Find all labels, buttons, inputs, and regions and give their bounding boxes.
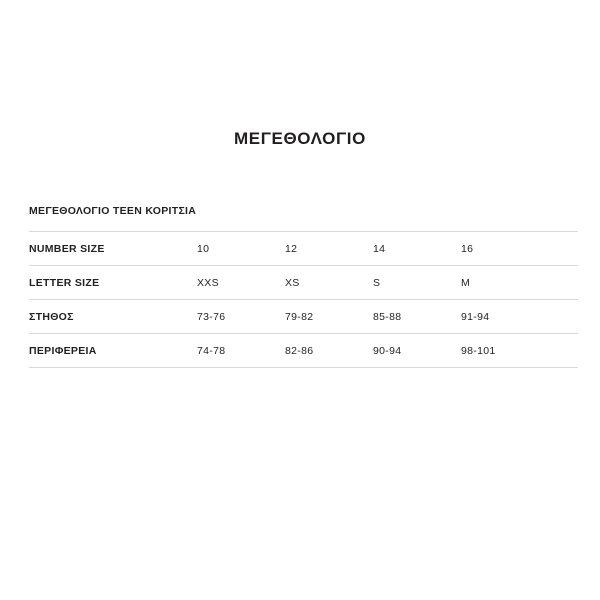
row-label-letter-size: LETTER SIZE xyxy=(29,276,100,289)
cell-chest-1: 73-76 xyxy=(197,310,226,323)
cell-number-size-1: 10 xyxy=(197,242,210,255)
cell-chest-2: 79-82 xyxy=(285,310,314,323)
cell-number-size-4: 16 xyxy=(461,242,474,255)
table-row xyxy=(29,266,578,300)
cell-hips-3: 90-94 xyxy=(373,344,402,357)
cell-chest-3: 85-88 xyxy=(373,310,402,323)
page-title: ΜΕΓΕΘΟΛΟΓΙΟ xyxy=(234,129,366,148)
table-row xyxy=(29,300,578,334)
size-chart xyxy=(29,205,578,368)
table-row xyxy=(29,334,578,368)
row-label-hips: ΠΕΡΙΦΕΡΕΙΑ xyxy=(29,344,97,357)
size-table xyxy=(29,231,578,368)
cell-letter-size-3: S xyxy=(373,276,381,289)
cell-number-size-2: 12 xyxy=(285,242,298,255)
cell-chest-4: 91-94 xyxy=(461,310,490,323)
row-label-chest: ΣΤΗΘΟΣ xyxy=(29,310,74,323)
cell-letter-size-2: XS xyxy=(285,276,300,289)
table-row xyxy=(29,232,578,266)
cell-hips-2: 82-86 xyxy=(285,344,314,357)
cell-hips-4: 98-101 xyxy=(461,344,496,357)
cell-hips-1: 74-78 xyxy=(197,344,226,357)
cell-number-size-3: 14 xyxy=(373,242,386,255)
size-chart-caption: ΜΕΓΕΘΟΛΟΓΙΟ TEEN ΚΟΡΙΤΣΙΑ xyxy=(29,205,197,217)
cell-letter-size-1: XXS xyxy=(197,276,219,289)
row-label-number-size: NUMBER SIZE xyxy=(29,242,105,255)
cell-letter-size-4: M xyxy=(461,276,471,289)
